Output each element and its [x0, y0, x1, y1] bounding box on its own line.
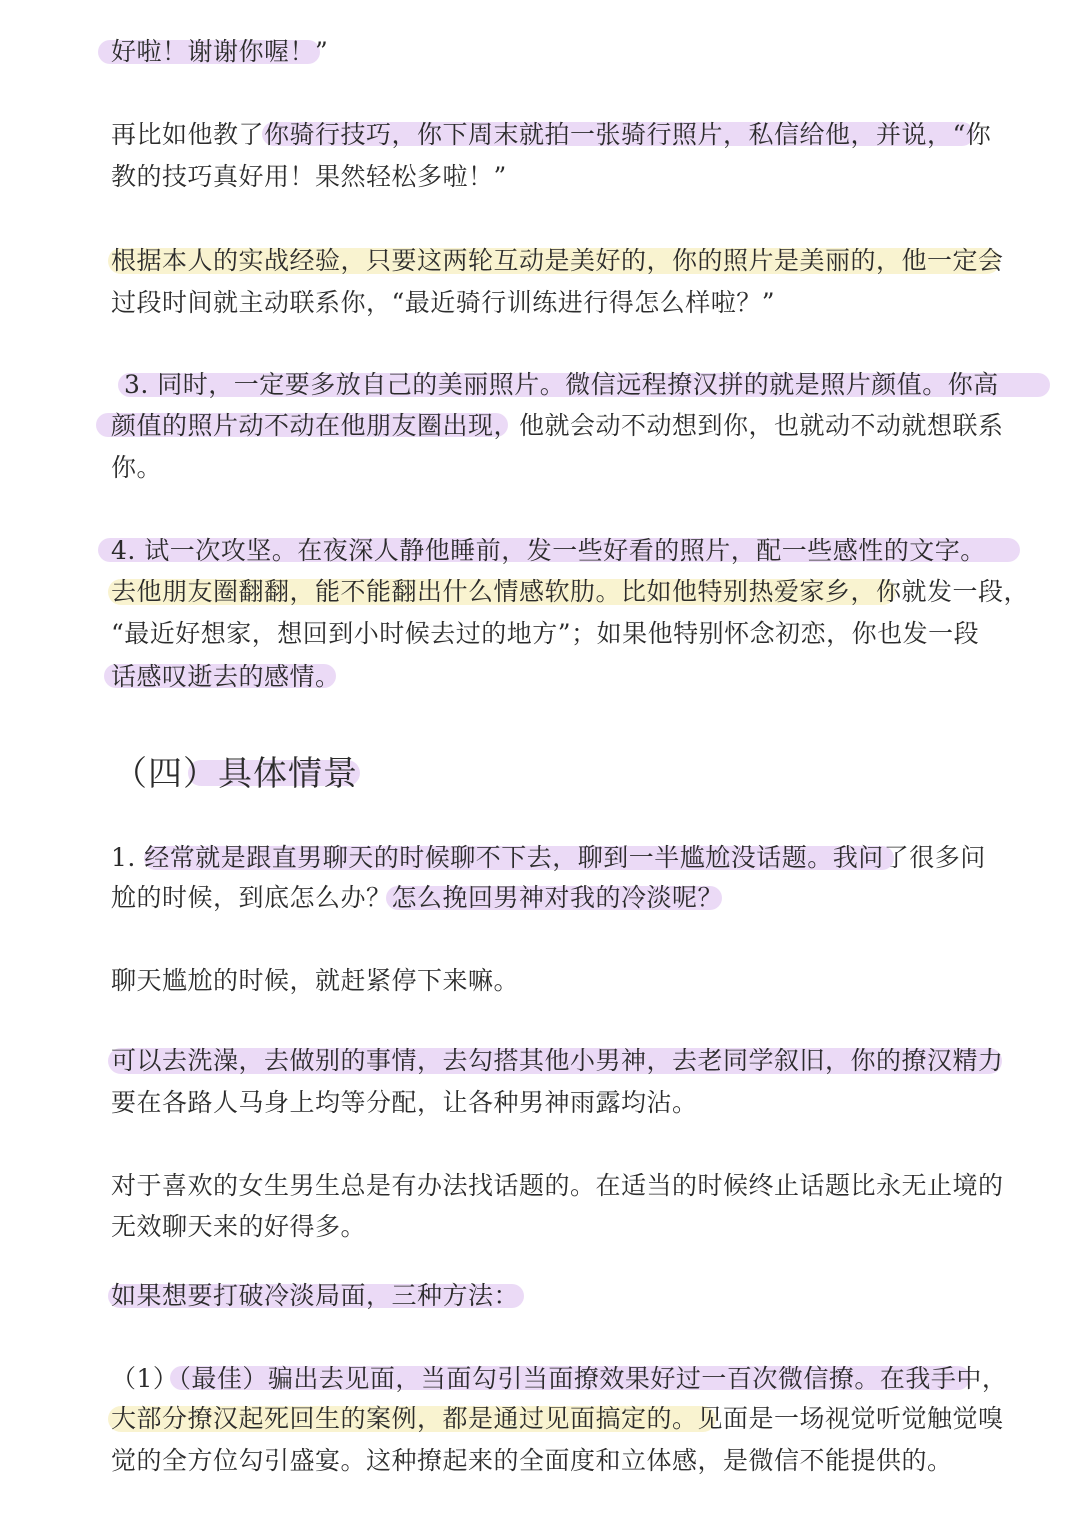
text-line: 根据本人的实战经验，只要这两轮互动是美好的，你的照片是美丽的，他一定会 — [111, 246, 1004, 275]
text-line: 要在各路人马身上均等分配，让各种男神雨露均沾。 — [111, 1088, 698, 1117]
text-line: 无效聊天来的好得多。 — [111, 1212, 367, 1241]
text-line: 颜值的照片动不动在他朋友圈出现，他就会动不动想到你，也就动不动就想联系 — [111, 411, 1004, 440]
text-line: 4. 试一次攻坚。在夜深人静他睡前，发一些好看的照片，配一些感性的文字。 — [111, 536, 986, 565]
text-line: 过段时间就主动联系你，“最近骑行训练进行得怎么样啦？” — [111, 288, 776, 317]
text-line: 聊天尴尬的时候，就赶紧停下来嘛。 — [111, 966, 520, 995]
text-line: 3. 同时，一定要多放自己的美丽照片。微信远程撩汉拼的就是照片颜值。你高 — [124, 370, 999, 399]
text-line: 觉的全方位勾引盛宴。这种撩起来的全面度和立体感，是微信不能提供的。 — [111, 1446, 953, 1475]
text-line: 去他朋友圈翻翻，能不能翻出什么情感软肋。比如他特别热爱家乡，你就发一段， — [111, 577, 1030, 606]
section-heading: （四）具体情景 — [113, 754, 358, 794]
text-line: 好啦！谢谢你喔！” — [111, 37, 329, 66]
text-line: 话感叹逝去的感情。 — [111, 662, 341, 691]
text-line: （1）（最佳）骗出去见面，当面勾引当面撩效果好过一百次微信撩。在我手中， — [111, 1364, 1008, 1393]
text-line: 如果想要打破冷淡局面，三种方法： — [111, 1281, 520, 1310]
text-line: 可以去洗澡，去做别的事情，去勾搭其他小男神，去老同学叙旧，你的撩汉精力 — [111, 1046, 1004, 1075]
text-line: 教的技巧真好用！果然轻松多啦！” — [111, 162, 507, 191]
text-line: 再比如他教了你骑行技巧，你下周末就拍一张骑行照片，私信给他，并说，“你 — [111, 120, 992, 149]
text-line: 尬的时候，到底怎么办？怎么挽回男神对我的冷淡呢？ — [111, 883, 724, 912]
text-line: “最近好想家，想回到小时候去过的地方”；如果他特别怀念初恋，你也发一段 — [111, 619, 980, 648]
text-line: 对于喜欢的女生男生总是有办法找话题的。在适当的时候终止话题比永无止境的 — [111, 1171, 1004, 1200]
text-line: 大部分撩汉起死回生的案例，都是通过见面搞定的。见面是一场视觉听觉触觉嗅 — [111, 1404, 1004, 1433]
text-line: 1. 经常就是跟直男聊天的时候聊不下去，聊到一半尴尬没话题。我问了很多问 — [111, 843, 986, 872]
text-line: 你。 — [111, 453, 163, 482]
